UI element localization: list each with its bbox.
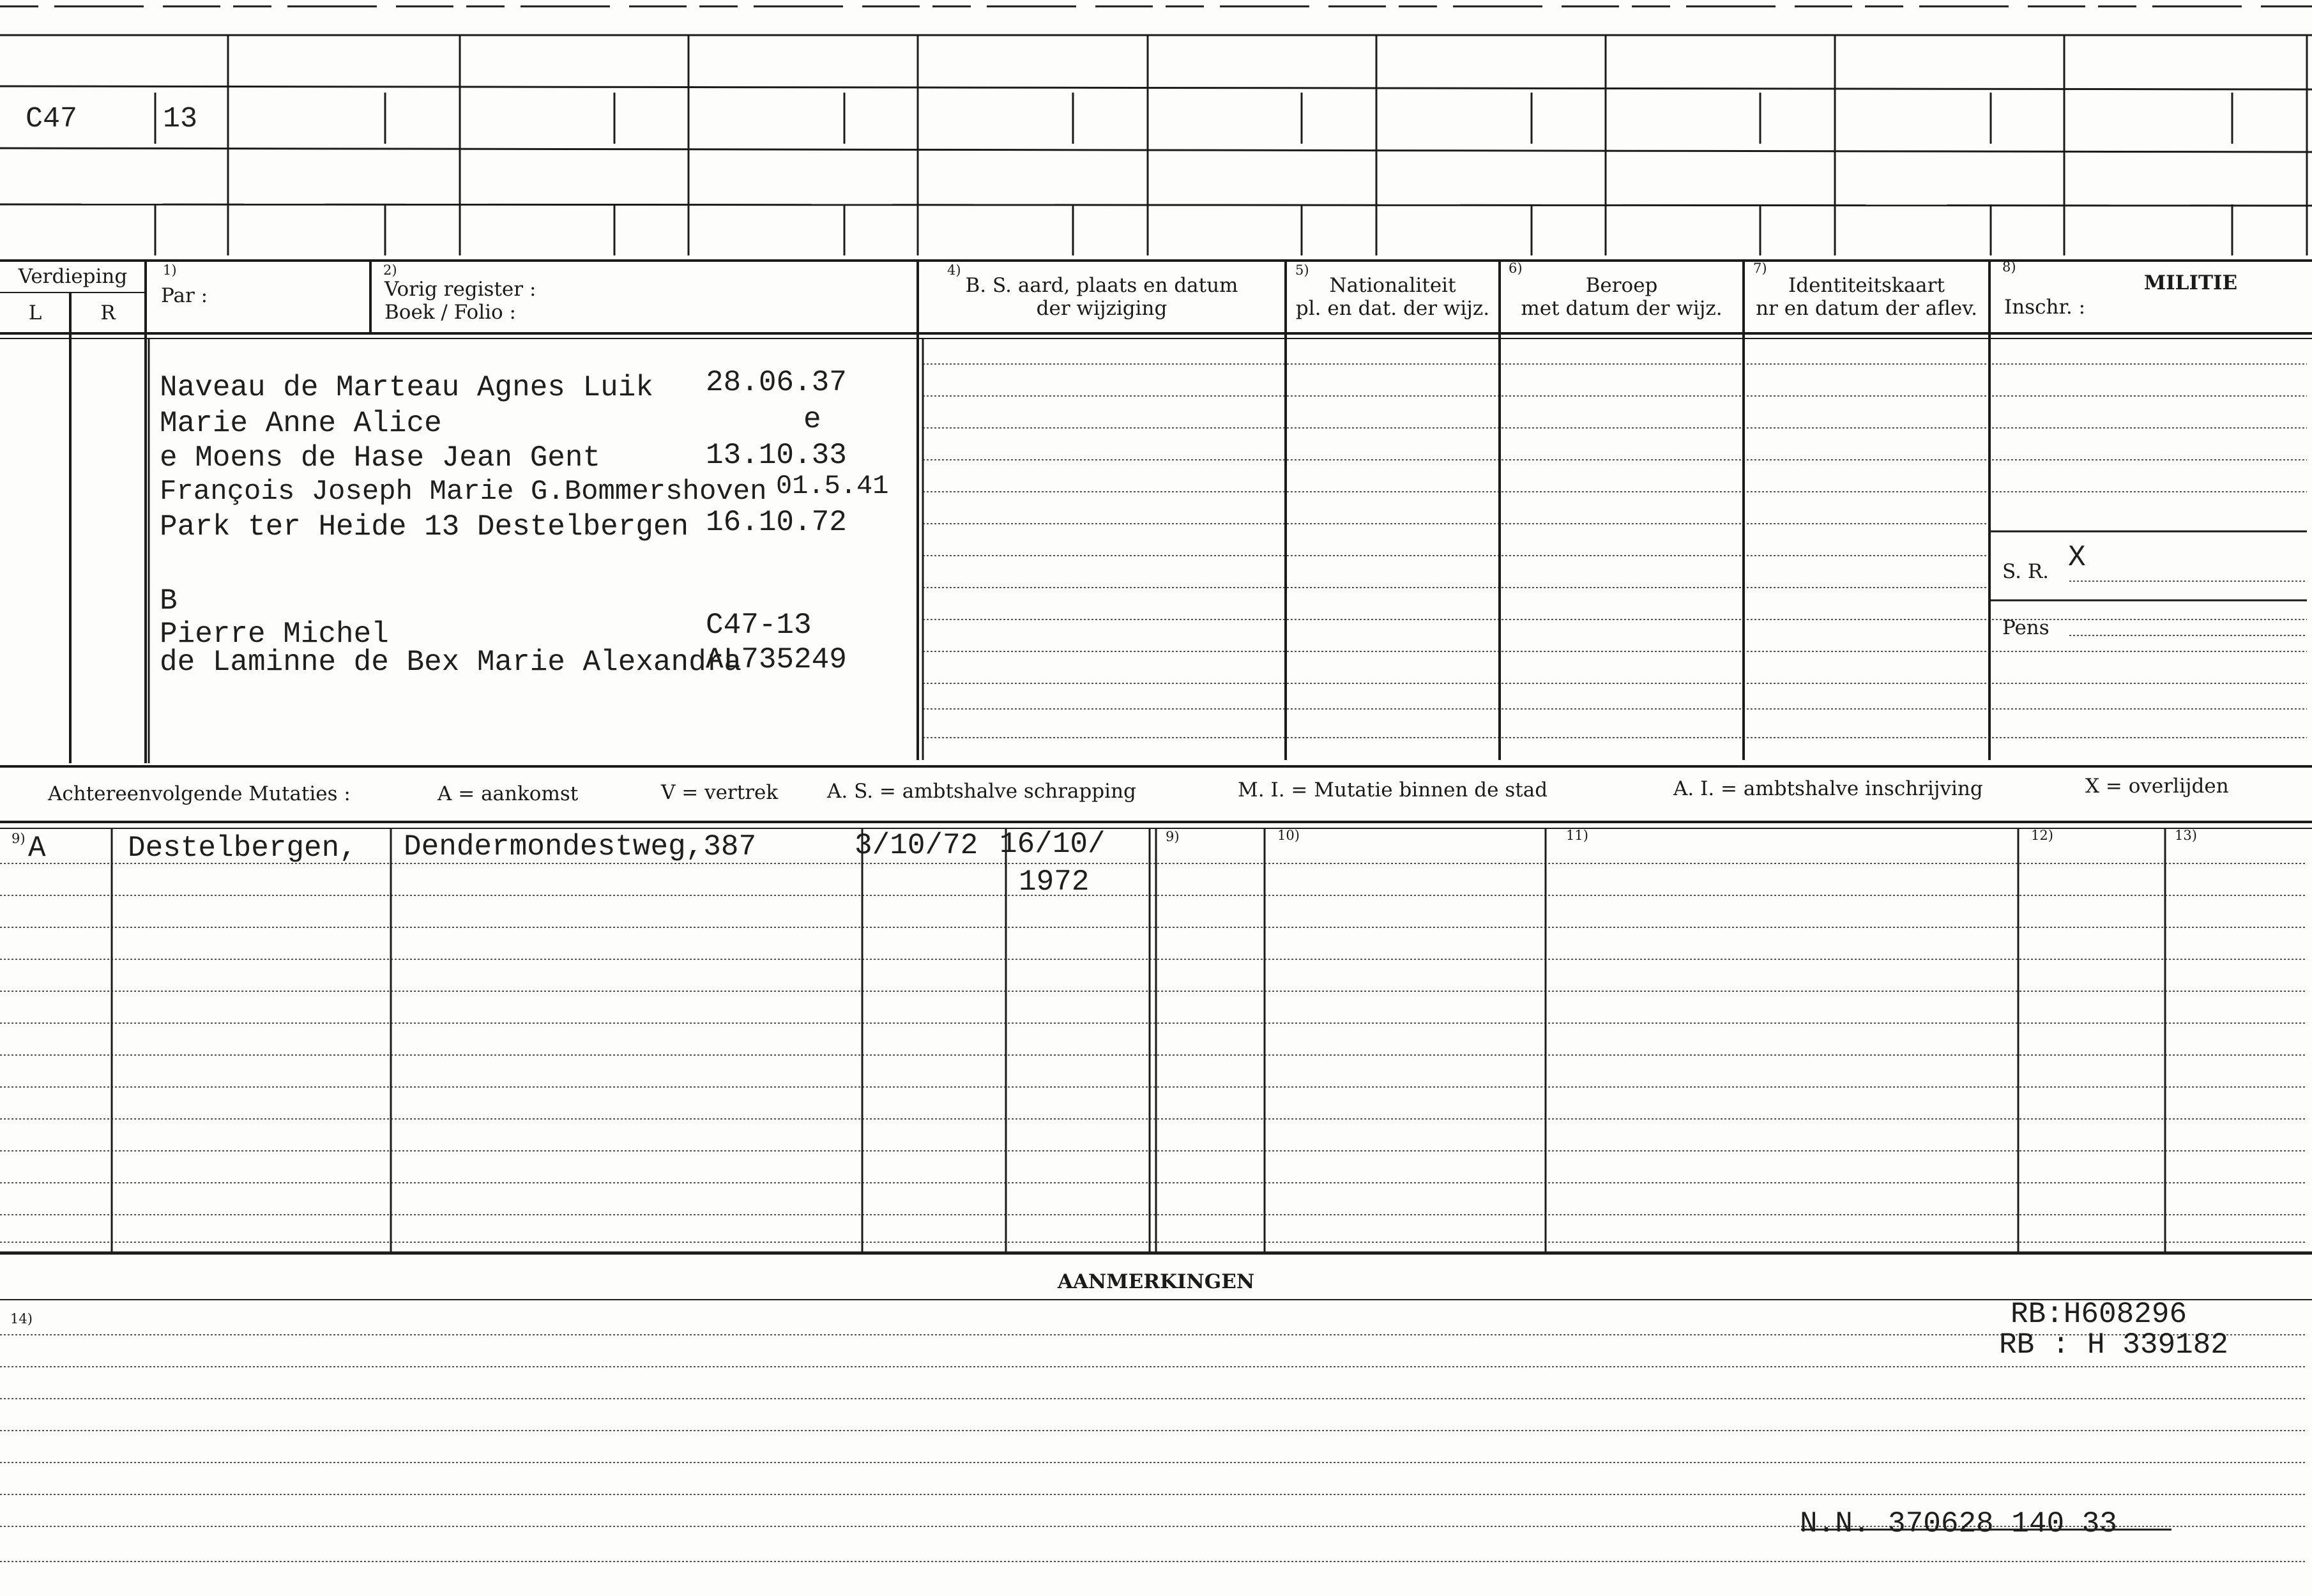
mutation-type: A (28, 832, 46, 865)
person-line-4: François Joseph Marie G.Bommershoven (160, 476, 767, 508)
person-line-1-date: 28.06.37 (706, 366, 847, 399)
remarks-rb-1: RB:H608296 (2011, 1298, 2187, 1331)
remarks-rb-2: RB : H 339182 (1999, 1328, 2228, 1362)
remarks-14-number: 14) (10, 1311, 33, 1326)
header-1-number: 1) (163, 262, 177, 278)
person-line-3-date: 13.10.33 (706, 439, 847, 472)
mutation-date-2-line1: 16/10/ (1000, 828, 1106, 861)
header-identiteitskaart: Identiteitskaart (1788, 274, 1945, 297)
header-4-number: 4) (947, 262, 961, 278)
header-militie: MILITIE (2143, 271, 2238, 294)
header-5-number: 5) (1295, 262, 1309, 278)
header-nationaliteit-sub: pl. en dat. der wijz. (1295, 297, 1490, 320)
militie-sr-value: X (2068, 541, 2086, 574)
person-line-2-right: e (803, 403, 821, 436)
person-line-5-date: 16.10.72 (706, 506, 847, 539)
header-inschr: Inschr. : (2004, 296, 2086, 319)
person-line-5: Park ter Heide 13 Destelbergen (160, 510, 689, 543)
mutation-13-number: 13) (2175, 828, 2197, 843)
person-line-2: Marie Anne Alice (160, 407, 442, 440)
person-line-4-date: 01.5.41 (776, 471, 889, 501)
header-8-number: 8) (2002, 259, 2016, 275)
header-identiteitskaart-sub: nr en datum der aflev. (1756, 297, 1977, 320)
legend-vertrek: V = vertrek (661, 781, 779, 804)
remarks-nn: N.N. 370628 140 33 (1800, 1507, 2117, 1540)
mutation-11-number: 11) (1566, 828, 1588, 843)
legend-overlijden: X = overlijden (2085, 775, 2229, 798)
legend-mutatie-binnen-stad: M. I. = Mutatie binnen de stad (1238, 779, 1548, 802)
person-line-8-ref: AL735249 (706, 643, 847, 676)
person-line-7-ref: C47-13 (706, 609, 812, 642)
mutation-date-1: 3/10/72 (855, 829, 978, 862)
header-2-number: 2) (383, 262, 397, 278)
header-bs-line1: B. S. aard, plaats en datum (965, 274, 1238, 297)
legend-ambtshalve-inschrijving: A. I. = ambtshalve inschrijving (1673, 777, 1983, 800)
header-vorig-register: Vorig register : (384, 278, 536, 301)
header-7-number: 7) (1753, 261, 1767, 276)
header-par: Par : (161, 284, 208, 307)
header-6-number: 6) (1509, 261, 1523, 276)
header-beroep-sub: met datum der wijz. (1521, 297, 1723, 320)
header-bs-line2: der wijziging (1036, 297, 1167, 320)
header-code: C47 (26, 103, 78, 135)
header-left: L (28, 301, 42, 324)
legend-title: Achtereenvolgende Mutaties : (48, 782, 351, 805)
mutation-12-number: 12) (2031, 828, 2053, 843)
mutation-date-2-line2: 1972 (1019, 865, 1090, 899)
header-nationaliteit: Nationaliteit (1329, 274, 1456, 297)
header-number: 13 (163, 103, 198, 135)
mutation-10-number: 10) (1277, 828, 1300, 843)
person-line-8: de Laminne de Bex Marie Alexandra (160, 646, 742, 679)
header-beroep: Beroep (1585, 274, 1658, 297)
mutation-place: Destelbergen, (128, 832, 357, 865)
militie-sr-label: S. R. (2002, 560, 2050, 583)
mutation-9-number: 9) (11, 831, 26, 846)
mutation-9b-number: 9) (1166, 829, 1180, 844)
legend-ambtshalve-schrapping: A. S. = ambtshalve schrapping (827, 780, 1136, 803)
person-line-3: e Moens de Hase Jean Gent (160, 441, 601, 475)
legend-aankomst: A = aankomst (437, 782, 579, 805)
person-line-7: Pierre Michel (160, 618, 389, 651)
mutation-address: Dendermondestweg,387 (404, 830, 757, 863)
header-boek-folio: Boek / Folio : (384, 301, 516, 324)
militie-pens-label: Pens (2002, 616, 2050, 639)
person-line-6: B (160, 584, 178, 618)
header-right: R (100, 301, 116, 324)
remarks-title: AANMERKINGEN (1057, 1270, 1255, 1293)
person-line-1: Naveau de Marteau Agnes Luik (160, 371, 653, 404)
header-verdieping: Verdieping (18, 265, 128, 288)
